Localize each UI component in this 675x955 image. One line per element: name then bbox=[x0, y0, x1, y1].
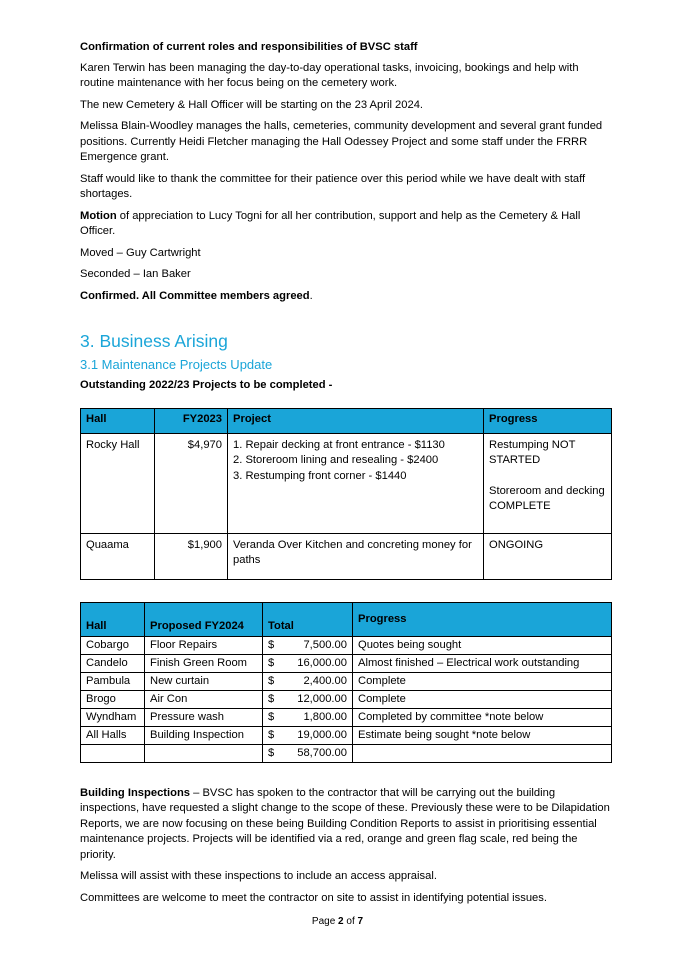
amount: 12,000.00 bbox=[297, 692, 347, 705]
table-row bbox=[81, 708, 612, 726]
table-row bbox=[81, 672, 612, 690]
currency: $ bbox=[268, 674, 275, 687]
paragraph: The new Cemetery & Hall Officer will be starting on the 23 April 2024. bbox=[80, 98, 424, 111]
section-title: 3. Business Arising bbox=[80, 331, 228, 351]
cell-progress: Complete bbox=[353, 690, 612, 708]
cell-total bbox=[263, 672, 353, 690]
cell-proposed: Pressure wash bbox=[145, 708, 263, 726]
col-header-progress: Progress bbox=[353, 602, 612, 636]
table-row bbox=[81, 690, 612, 708]
cell-progress: Quotes being sought bbox=[353, 636, 612, 654]
col-header-project: Project bbox=[228, 408, 484, 433]
proposed-projects-table bbox=[80, 602, 612, 763]
paragraph: Melissa Blain-Woodley manages the halls, cemeteries, community development and several grant funded positions. Currently Heidi Fletcher managing the Hall Odessey Project and some staff under the FRRR Emergence grant. bbox=[80, 120, 603, 163]
cell-project: Veranda Over Kitchen and concreting money for paths bbox=[228, 533, 484, 579]
table-header-row bbox=[81, 408, 612, 433]
paragraph: Staff would like to thank the committee for their patience over this period while we have dealt with staff shortages. bbox=[80, 172, 586, 200]
table-row bbox=[81, 533, 612, 579]
amount: 16,000.00 bbox=[297, 656, 347, 669]
page-content bbox=[80, 40, 612, 912]
footer-of: of bbox=[343, 916, 358, 927]
table-row bbox=[81, 636, 612, 654]
cell-proposed: Building Inspection bbox=[145, 726, 263, 744]
col-header-total: Total bbox=[263, 602, 353, 636]
cell-proposed: Floor Repairs bbox=[145, 636, 263, 654]
confirmed-line bbox=[80, 289, 612, 305]
cell-progress: Complete bbox=[353, 672, 612, 690]
confirmation-heading: Confirmation of current roles and responsibilities of BVSC staff bbox=[80, 41, 418, 53]
amount: 58,700.00 bbox=[297, 746, 347, 759]
committees-paragraph: Committees are welcome to meet the contractor on site to assist in identifying potential issues. bbox=[80, 891, 547, 904]
section-subtitle: 3.1 Maintenance Projects Update bbox=[80, 357, 273, 372]
cell-proposed: Air Con bbox=[145, 690, 263, 708]
cell-total bbox=[263, 708, 353, 726]
currency: $ bbox=[268, 710, 275, 723]
outstanding-heading: Outstanding 2022/23 Projects to be completed - bbox=[80, 379, 333, 391]
currency: $ bbox=[268, 746, 275, 759]
page-footer bbox=[0, 916, 675, 927]
table-row bbox=[81, 726, 612, 744]
table-total-row bbox=[81, 744, 612, 762]
cell-progress bbox=[484, 433, 612, 533]
col-header-progress: Progress bbox=[484, 408, 612, 433]
confirmed-tail: . bbox=[309, 289, 313, 302]
col-header-hall: Hall bbox=[81, 602, 145, 636]
cell-fy: $1,900 bbox=[155, 533, 228, 579]
col-header-hall: Hall bbox=[81, 408, 155, 433]
amount: 7,500.00 bbox=[303, 638, 347, 651]
outstanding-projects-table bbox=[80, 408, 612, 580]
amount: 1,800.00 bbox=[303, 710, 347, 723]
cell-total bbox=[263, 636, 353, 654]
cell-fy: $4,970 bbox=[155, 433, 228, 533]
paragraph: Karen Terwin has been managing the day-to-day operational tasks, invoicing, bookings and help with routine maintenance with her focus being on the cemetery work. bbox=[80, 61, 579, 89]
cell-hall: Pambula bbox=[81, 672, 145, 690]
footer-prefix: Page bbox=[311, 916, 339, 927]
motion-text: of appreciation to Lucy Togni for all her contribution, support and help as the Cemetery & Hall Officer. bbox=[80, 209, 581, 237]
cell-total bbox=[263, 726, 353, 744]
cell-total bbox=[263, 690, 353, 708]
cell-hall: Quaama bbox=[81, 533, 155, 579]
currency: $ bbox=[268, 692, 275, 705]
table-row bbox=[81, 433, 612, 533]
amount: 19,000.00 bbox=[297, 728, 347, 741]
moved-line: Moved – Guy Cartwright bbox=[80, 246, 201, 259]
page-number: 2 bbox=[338, 916, 344, 927]
cell-empty bbox=[145, 744, 263, 762]
cell-hall: Brogo bbox=[81, 690, 145, 708]
inspections-paragraph bbox=[80, 786, 612, 864]
amount: 2,400.00 bbox=[303, 674, 347, 687]
cell-progress: ONGOING bbox=[484, 533, 612, 579]
currency: $ bbox=[268, 638, 275, 651]
table-row bbox=[81, 654, 612, 672]
seconded-line: Seconded – Ian Baker bbox=[80, 268, 191, 280]
cell-empty bbox=[81, 744, 145, 762]
cell-hall: Wyndham bbox=[81, 708, 145, 726]
cell-proposed: Finish Green Room bbox=[145, 654, 263, 672]
cell-hall: Candelo bbox=[81, 654, 145, 672]
currency: $ bbox=[268, 728, 275, 741]
col-header-proposed: Proposed FY2024 bbox=[145, 602, 263, 636]
progress-storeroom: Storeroom and decking COMPLETE bbox=[489, 484, 605, 512]
page-total: 7 bbox=[357, 916, 364, 927]
col-header-fy2023: FY2023 bbox=[155, 408, 228, 433]
inspections-label: Building Inspections bbox=[80, 786, 191, 799]
table-header-row bbox=[81, 602, 612, 636]
list-item: 3. Restumping front corner - $1440 bbox=[233, 469, 407, 482]
list-item: 1. Repair decking at front entrance - $1130 bbox=[233, 438, 445, 451]
motion-label: Motion bbox=[80, 209, 117, 222]
cell-hall: Rocky Hall bbox=[81, 433, 155, 533]
cell-progress: Almost finished – Electrical work outstanding bbox=[353, 654, 612, 672]
cell-total bbox=[263, 654, 353, 672]
cell-grand-total bbox=[263, 744, 353, 762]
inspections-text: – BVSC has spoken to the contractor that will be carrying out the building inspections, have requested a slight change to the scope of these. Previously these were to be Dilapidation Reports, we are now focusing on these being Building Condition Reports to assist in prioritising essential maintenance projects. Projects will be identified via a red, orange and green flag scale, red being the priority. bbox=[80, 786, 610, 861]
cell-hall: Cobargo bbox=[81, 636, 145, 654]
cell-project bbox=[228, 433, 484, 533]
list-item: 2. Storeroom lining and resealing - $2400 bbox=[233, 454, 439, 466]
cell-proposed: New curtain bbox=[145, 672, 263, 690]
cell-progress: Completed by committee *note below bbox=[353, 708, 612, 726]
melissa-paragraph: Melissa will assist with these inspections to include an access appraisal. bbox=[80, 870, 437, 882]
cell-progress: Estimate being sought *note below bbox=[353, 726, 612, 744]
cell-empty bbox=[353, 744, 612, 762]
progress-restumping: Restumping NOT STARTED bbox=[489, 438, 576, 466]
cell-hall: All Halls bbox=[81, 726, 145, 744]
motion-paragraph bbox=[80, 209, 612, 240]
confirmed-bold: Confirmed. All Committee members agreed bbox=[80, 289, 310, 302]
currency: $ bbox=[268, 656, 275, 669]
